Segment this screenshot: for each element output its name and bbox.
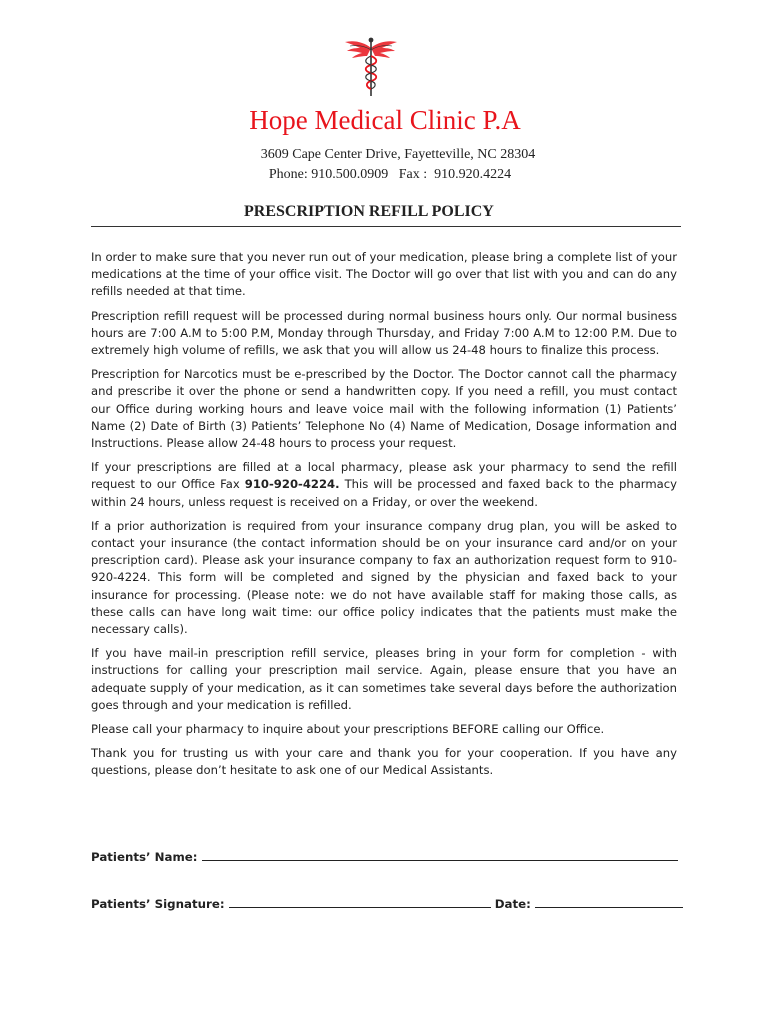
patient-name-field[interactable] <box>202 848 678 861</box>
clinic-contact: Phone: 910.500.0909 Fax : 910.920.4224 <box>268 167 512 182</box>
policy-text: This will be processed and faxed back to the pharmacy within 24 hours, unless request is received on a Friday, or over the weekend. <box>91 477 677 509</box>
date-label: Date: <box>494 897 531 911</box>
policy-paragraph: If a prior authorization is required from your insurance company drug plan, you will be asked to contact your insurance (the contact information should be on your insurance card and/or on your prescription card). Please ask your insurance company to fax an authorization request form to 910-920-4224. This form will be completed and signed by the physician and faxed back to your insurance for processing. (Please note: we do not have available staff for making those calls, as these calls can have long wait time: our office policy indicates that the patients must make the necessary calls). <box>91 518 677 637</box>
patient-signature-row <box>91 895 683 911</box>
policy-text: If your prescriptions are filled at a local pharmacy, please ask your pharmacy to send the refill request to our Office Fax <box>91 460 677 492</box>
patient-name-row <box>91 848 678 864</box>
clinic-address: 3609 Cape Center Drive, Fayetteville, NC 28304 <box>260 147 536 162</box>
patient-signature-field[interactable] <box>229 895 491 908</box>
policy-title: PRESCRIPTION REFILL POLICY <box>244 203 494 220</box>
date-field[interactable] <box>535 895 683 908</box>
fax-number: 910-920-4224. <box>244 477 340 492</box>
policy-paragraph: Prescription refill request will be processed during normal business hours only. Our normal business hours are 7:00 A.M to 5:00 P.M, Monday through Thursday, and Friday 7:00 A.M to 12:00 P.M. Due to extremely high volume of refills, we ask that you will allow us 24-48 hours to finalize this process. <box>91 308 677 358</box>
patient-name-label: Patients’ Name: <box>91 850 198 864</box>
policy-paragraph: Prescription for Narcotics must be e-prescribed by the Doctor. The Doctor cannot call the pharmacy and prescribe it over the phone or send a handwritten copy. If you need a refill, you must contact our Office during working hours and leave voice mail with the following information (1) Patients’ Name (2) Date of Birth (3) Patients’ Telephone No (4) Name of Medication, Dosage information and Instructions. Please allow 24-48 hours to process your request. <box>91 367 677 451</box>
caduceus-icon <box>342 34 400 98</box>
policy-paragraph: In order to make sure that you never run out of your medication, please bring a complete list of your medications at the time of your office visit. The Doctor will go over that list with you and can do any refills needed at that time. <box>91 250 677 299</box>
title-divider <box>91 226 681 227</box>
clinic-name: Hope Medical Clinic P.A <box>249 105 521 135</box>
policy-paragraph: If you have mail-in prescription refill service, pleases bring in your form for completion - with instructions for calling your prescription mail service. Again, please ensure that you have an adequate supply of your medication, as it can sometimes take several days before the authorization goes through and your medication is refilled. <box>91 646 677 712</box>
policy-paragraph: Thank you for trusting us with your care and thank you for your cooperation. If you have any questions, please don’t hesitate to ask one of our Medical Assistants. <box>91 746 677 778</box>
policy-paragraph <box>91 459 677 511</box>
patient-signature-label: Patients’ Signature: <box>91 897 225 911</box>
policy-paragraph: Please call your pharmacy to inquire about your prescriptions BEFORE calling our Office. <box>91 722 605 737</box>
policy-body <box>91 249 677 787</box>
